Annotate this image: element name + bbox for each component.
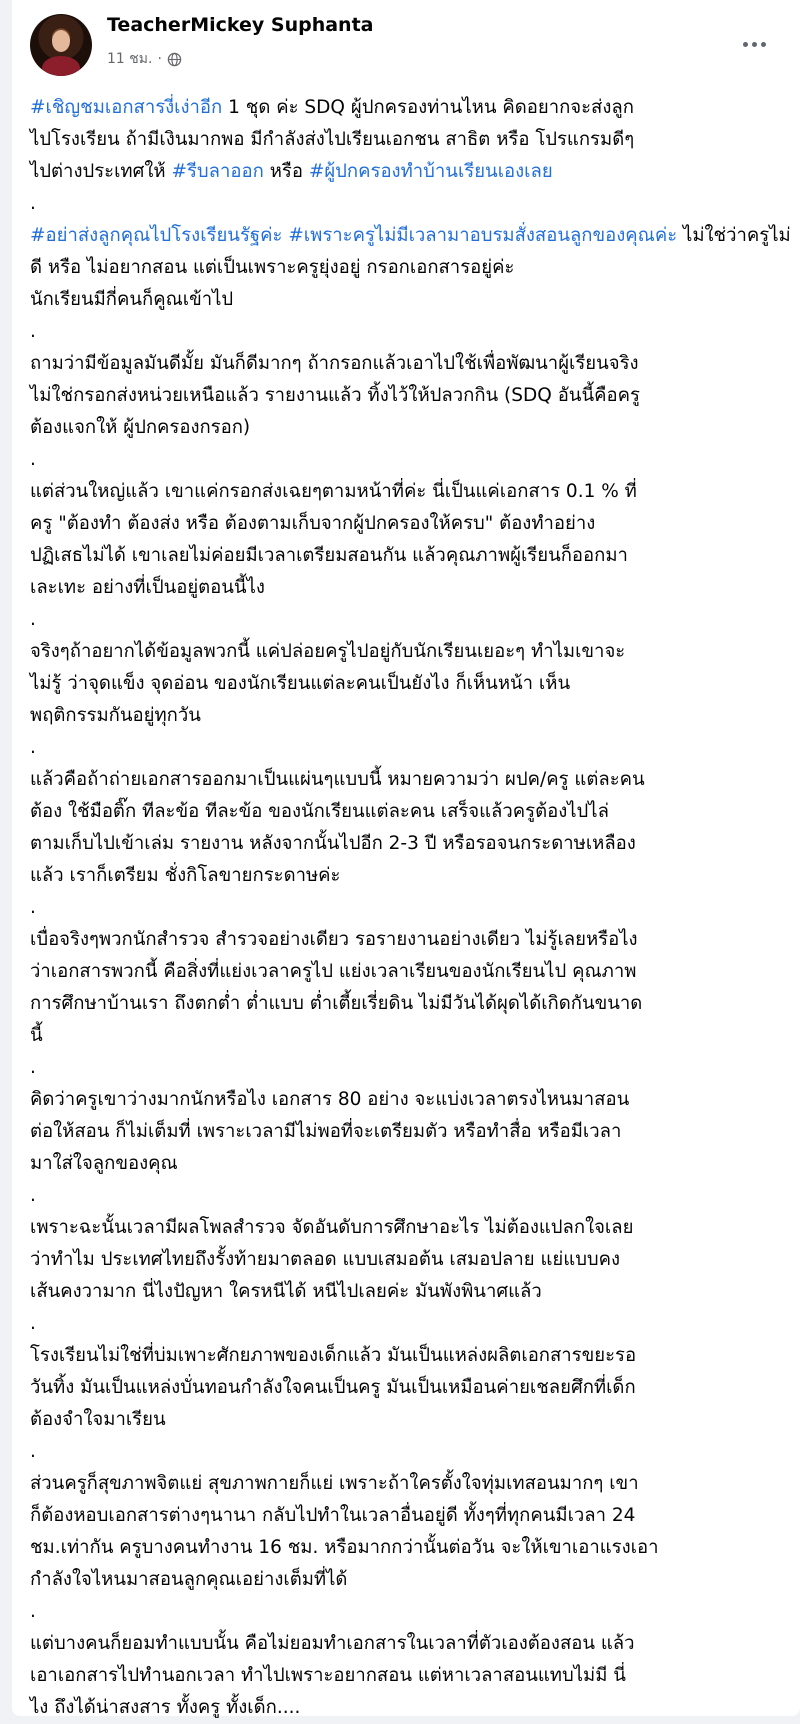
post-card [12, 0, 800, 1716]
avatar[interactable] [30, 14, 92, 76]
paragraph-9: เพราะฉะนั้นเวลามีผลโพลสำรวจ จัดอันดับการศึกษาอะไร ไม่ต้องแปลกใจเลย ว่าทำไม ประเทศไทยถึงรั้งท้ายมาตลอด แบบเสมอต้น เสมอปลาย แย่แบบคง เส้นคงวามาก นี่ไงปัญหา ใครหนีได้ หนีไปเลยค่ะ มันพังพินาศแล้ว [30, 1217, 634, 1302]
paragraph-4: แต่ส่วนใหญ่แล้ว เขาแค่กรอกส่งเฉยๆตามหน้าที่ค่ะ นี่เป็นแค่เอกสาร 0.1 % ที่ ครู "ต้องทำ ต้องส่ง หรือ ต้องตามเก็บจากผู้ปกครองให้ครบ" ต้องทำอย่าง ปฏิเสธไม่ได้ เขาเลยไม่ค่อยมีเวลาเตรียมสอนกัน แล้วคุณภาพผู้เรียนก็ออกมา เละเทะ อย่างที่เป็นอยู่ตอนนี้ไง [30, 481, 637, 598]
paragraph-text: ไม่ใช่ว่าครูไม่ดี หรือ ไม่อยากสอน แต่เป็นเพราะครูยุ่งอยู่ กรอกเอกสารอยู่ค่ะ นักเรียนมีกี่คนก็คูณเข้าไป [30, 225, 791, 310]
avatar-face [52, 30, 70, 52]
dot-separator: . [30, 1185, 36, 1206]
post-body [30, 92, 792, 1724]
dot-separator: . [30, 1441, 36, 1462]
avatar-shirt [42, 56, 80, 76]
dot-separator: . [30, 1057, 36, 1078]
dot-separator: . [30, 737, 36, 758]
post-header [12, 0, 800, 84]
dot-separator: . [30, 321, 36, 342]
dot-separator: . [30, 193, 36, 214]
more-horizontal-icon [743, 42, 748, 47]
author-name[interactable]: TeacherMickey Suphanta [107, 14, 374, 36]
more-dot [761, 42, 766, 47]
paragraph-text: 1 ชุด ค่ะ SDQ ผู้ปกครองท่านไหน คิดอยากจะส่งลูก ไปโรงเรียน ถ้ามีเงินมากพอ มีกำลังส่งไปเรียนเอกชน สาธิต หรือ โปรแกรมดีๆ ไปต่างประเทศให้ [30, 97, 635, 182]
post-meta [107, 48, 182, 70]
more-options-button[interactable] [734, 26, 774, 62]
paragraph-12: แต่บางคนก็ยอมทำแบบนั้น คือไม่ยอมทำเอกสารในเวลาที่ตัวเองต้องสอน แล้ว เอาเอกสารไปทำนอกเวลา ทำไปเพราะอยากสอน แต่หาเวลาสอนแทบไม่มี นี่ ไง ถึงได้น่าสงสาร ทั้งครู ทั้งเด็ก.... [30, 1633, 635, 1718]
meta-separator: · [157, 51, 162, 67]
paragraph-8: คิดว่าครูเขาว่างมากนักหรือไง เอกสาร 80 อย่าง จะแบ่งเวลาตรงไหนมาสอน ต่อให้สอน ก็ไม่เต็มที่ เพราะเวลามีไม่พอที่จะเตรียมตัว หรือทำสื่อ หรือมีเวลา มาใส่ใจลูกของคุณ [30, 1089, 630, 1174]
paragraph-1 [30, 92, 792, 188]
globe-icon[interactable] [167, 52, 182, 67]
dot-separator: . [30, 609, 36, 630]
paragraph-11: ส่วนครูก็สุขภาพจิตแย่ สุขภาพกายก็แย่ เพราะถ้าใครตั้งใจทุ่มเทสอนมากๆ เขา ก็ต้องหอบเอกสารต่างๆนานา กลับไปทำในเวลาอื่นอยู่ดี ทั้งๆที่ทุกคนมีเวลา 24 ชม.เท่ากัน ครูบางคนทำงาน 16 ชม. หรือมากกว่านั้นต่อวัน จะให้เขาเอาแรงเอา กำลังใจไหนมาสอนลูกคุณเอย่างเต็มที่ได้ [30, 1473, 659, 1590]
paragraph-text: หรือ [263, 161, 309, 182]
dot-separator: . [30, 1313, 36, 1334]
paragraph-2 [30, 220, 792, 316]
post-time[interactable]: 11 ชม. [107, 51, 153, 67]
hashtag-link[interactable]: #เชิญชมเอกสารงี่เง่าอีก [30, 97, 223, 118]
paragraph-7: เบื่อจริงๆพวกนักสำรวจ สำรวจอย่างเดียว รอรายงานอย่างเดียว ไม่รู้เลยหรือไง ว่าเอกสารพวกนี้ คือสิ่งที่แย่งเวลาครูไป แย่งเวลาเรียนของนักเรียนไป คุณภาพ การศึกษาบ้านเรา ถึงตกต่ำ ต่ำแบบ ต่ำเตี้ยเรี่ยดิน ไม่มีวันได้ผุดได้เกิดกันขนาด นี้ [30, 929, 643, 1046]
paragraph-10: โรงเรียนไม่ใช่ที่บ่มเพาะศักยภาพของเด็กแล้ว มันเป็นแหล่งผลิตเอกสารขยะรอ วันทิ้ง มันเป็นแหล่งบั่นทอนกำลังใจคนเป็นครู มันเป็นเหมือนค่ายเชลยศึกที่เด็ก ต้องจำใจมาเรียน [30, 1345, 637, 1430]
paragraph-5: จริงๆถ้าอยากได้ข้อมูลพวกนี้ แค่ปล่อยครูไปอยู่กับนักเรียนเยอะๆ ทำไมเขาจะ ไม่รู้ ว่าจุดแข็ง จุดอ่อน ของนักเรียนแต่ละคนเป็นยังไง ก็เห็นหน้า เห็น พฤติกรรมกันอยู่ทุกวัน [30, 641, 626, 726]
paragraph-6: แล้วคือถ้าถ่ายเอกสารออกมาเป็นแผ่นๆแบบนี้ หมายความว่า ผปค/ครู แต่ละคน ต้อง ใช้มือติ๊ก ทีละข้อ ทีละข้อ ของนักเรียนแต่ละคน เสร็จแล้วครูต้องไปไล่ ตามเก็บไปเข้าเล่ม รายงาน หลังจากนั้นไปอีก 2-3 ปี หรือรอจนกระดาษเหลือง แล้ว เราก็เตรียม ชั่งกิโลขายกระดาษค่ะ [30, 769, 645, 886]
hashtag-link[interactable]: #อย่าส่งลูกคุณไปโรงเรียนรัฐค่ะ [30, 225, 283, 246]
hashtag-link[interactable]: #รีบลาออก [171, 161, 264, 182]
more-dot [752, 42, 757, 47]
dot-separator: . [30, 449, 36, 470]
dot-separator: . [30, 1601, 36, 1622]
hashtag-link[interactable]: #เพราะครูไม่มีเวลามาอบรมสั่งสอนลูกของคุณค่ะ [288, 225, 678, 246]
hashtag-link[interactable]: #ผู้ปกครองทำบ้านเรียนเองเลย [308, 161, 553, 182]
paragraph-3: ถามว่ามีข้อมูลมันดีมั้ย มันก็ดีมากๆ ถ้ากรอกแล้วเอาไปใช้เพื่อพัฒนาผู้เรียนจริง ไม่ใช่กรอกส่งหน่วยเหนือแล้ว รายงานแล้ว ทิ้งไว้ให้ปลวกกิน (SDQ อันนี้คือครู ต้องแจกให้ ผู้ปกครองกรอก) [30, 353, 640, 438]
dot-separator: . [30, 897, 36, 918]
